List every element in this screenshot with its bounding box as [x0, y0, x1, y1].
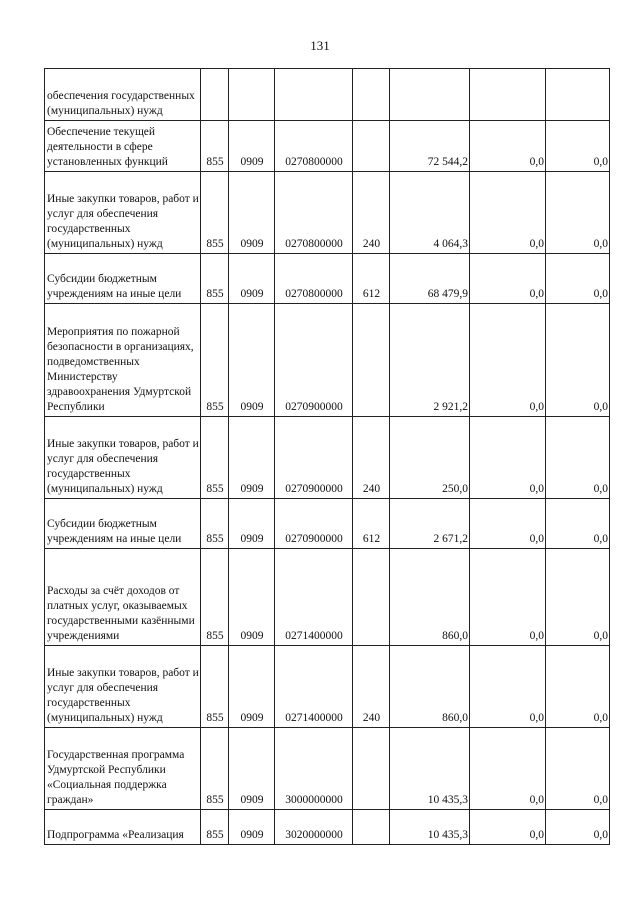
department-code-cell: 855	[201, 728, 229, 810]
amount-cell: 250,0	[390, 417, 470, 499]
budget-table	[44, 68, 610, 845]
amount-cell: 10 435,3	[390, 728, 470, 810]
target-article-cell: 3000000000	[275, 728, 353, 810]
section-code-cell: 0909	[229, 549, 275, 646]
target-article-cell: 0271400000	[275, 646, 353, 728]
department-code-cell: 855	[201, 417, 229, 499]
item-name-cell: Иные закупки товаров, работ и услуг для обеспечения государственных (муниципальных) нужд	[45, 172, 201, 254]
expense-type-cell	[353, 549, 390, 646]
expense-type-cell: 240	[353, 417, 390, 499]
expense-type-cell	[353, 121, 390, 172]
expense-type-cell	[353, 810, 390, 845]
expense-type-cell	[353, 304, 390, 417]
target-article-cell: 0270900000	[275, 304, 353, 417]
table-row	[45, 254, 610, 304]
table-row	[45, 499, 610, 549]
table-row	[45, 549, 610, 646]
department-code-cell: 855	[201, 499, 229, 549]
table-row	[45, 728, 610, 810]
expense-type-cell: 612	[353, 254, 390, 304]
amount-cell: 10 435,3	[390, 810, 470, 845]
table-row	[45, 304, 610, 417]
target-article-cell: 0270800000	[275, 172, 353, 254]
value-2-cell: 0,0	[470, 121, 546, 172]
expense-type-cell: 612	[353, 499, 390, 549]
item-name-cell: Субсидии бюджетным учреждениям на иные цели	[45, 499, 201, 549]
amount-cell: 860,0	[390, 646, 470, 728]
target-article-cell: 0270800000	[275, 121, 353, 172]
value-2-cell: 0,0	[470, 810, 546, 845]
section-code-cell	[229, 69, 275, 121]
table-row	[45, 121, 610, 172]
item-name-cell: Мероприятия по пожарной безопасности в организациях, подведомственных Министерству здравоохранения Удмуртской Республики	[45, 304, 201, 417]
amount-cell: 2 671,2	[390, 499, 470, 549]
value-3-cell: 0,0	[546, 172, 610, 254]
budget-table-body	[45, 69, 610, 845]
table-row	[45, 646, 610, 728]
target-article-cell: 3020000000	[275, 810, 353, 845]
department-code-cell: 855	[201, 304, 229, 417]
table-row	[45, 810, 610, 845]
value-3-cell: 0,0	[546, 304, 610, 417]
section-code-cell: 0909	[229, 304, 275, 417]
value-2-cell: 0,0	[470, 254, 546, 304]
value-3-cell: 0,0	[546, 728, 610, 810]
table-row	[45, 69, 610, 121]
value-2-cell: 0,0	[470, 549, 546, 646]
value-3-cell: 0,0	[546, 254, 610, 304]
section-code-cell: 0909	[229, 499, 275, 549]
value-2-cell: 0,0	[470, 728, 546, 810]
value-3-cell: 0,0	[546, 499, 610, 549]
value-2-cell: 0,0	[470, 646, 546, 728]
item-name-cell: обеспечения государственных (муниципальных) нужд	[45, 69, 201, 121]
department-code-cell	[201, 69, 229, 121]
department-code-cell: 855	[201, 254, 229, 304]
expense-type-cell: 240	[353, 172, 390, 254]
value-2-cell: 0,0	[470, 417, 546, 499]
target-article-cell: 0270900000	[275, 499, 353, 549]
target-article-cell: 0270800000	[275, 254, 353, 304]
value-2-cell	[470, 69, 546, 121]
expense-type-cell: 240	[353, 646, 390, 728]
amount-cell: 68 479,9	[390, 254, 470, 304]
value-3-cell: 0,0	[546, 810, 610, 845]
value-3-cell: 0,0	[546, 417, 610, 499]
target-article-cell: 0271400000	[275, 549, 353, 646]
value-2-cell: 0,0	[470, 304, 546, 417]
amount-cell: 72 544,2	[390, 121, 470, 172]
item-name-cell: Подпрограмма «Реализация	[45, 810, 201, 845]
item-name-cell: Субсидии бюджетным учреждениям на иные цели	[45, 254, 201, 304]
section-code-cell: 0909	[229, 417, 275, 499]
item-name-cell: Иные закупки товаров, работ и услуг для обеспечения государственных (муниципальных) нужд	[45, 417, 201, 499]
item-name-cell: Государственная программа Удмуртской Республики «Социальная поддержка граждан»	[45, 728, 201, 810]
value-3-cell	[546, 69, 610, 121]
value-2-cell: 0,0	[470, 499, 546, 549]
department-code-cell: 855	[201, 810, 229, 845]
item-name-cell: Иные закупки товаров, работ и услуг для обеспечения государственных (муниципальных) нужд	[45, 646, 201, 728]
expense-type-cell	[353, 728, 390, 810]
department-code-cell: 855	[201, 646, 229, 728]
value-3-cell: 0,0	[546, 549, 610, 646]
amount-cell: 4 064,3	[390, 172, 470, 254]
amount-cell: 860,0	[390, 549, 470, 646]
item-name-cell: Обеспечение текущей деятельности в сфере установленных функций	[45, 121, 201, 172]
amount-cell	[390, 69, 470, 121]
department-code-cell: 855	[201, 172, 229, 254]
section-code-cell: 0909	[229, 172, 275, 254]
table-row	[45, 172, 610, 254]
department-code-cell: 855	[201, 549, 229, 646]
section-code-cell: 0909	[229, 728, 275, 810]
amount-cell: 2 921,2	[390, 304, 470, 417]
target-article-cell: 0270900000	[275, 417, 353, 499]
section-code-cell: 0909	[229, 810, 275, 845]
value-3-cell: 0,0	[546, 646, 610, 728]
section-code-cell: 0909	[229, 646, 275, 728]
section-code-cell: 0909	[229, 121, 275, 172]
item-name-cell: Расходы за счёт доходов от платных услуг, оказываемых государственными казёнными учреждениями	[45, 549, 201, 646]
department-code-cell: 855	[201, 121, 229, 172]
target-article-cell	[275, 69, 353, 121]
value-2-cell: 0,0	[470, 172, 546, 254]
expense-type-cell	[353, 69, 390, 121]
table-row	[45, 417, 610, 499]
section-code-cell: 0909	[229, 254, 275, 304]
value-3-cell: 0,0	[546, 121, 610, 172]
page-number: 131	[310, 38, 330, 53]
